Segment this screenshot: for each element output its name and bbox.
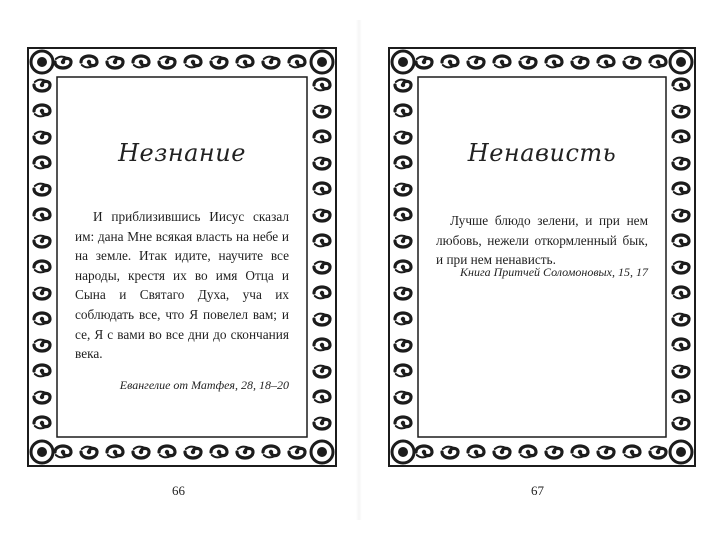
page-content bbox=[436, 87, 648, 427]
page-title: Ненависть bbox=[467, 139, 617, 167]
page-content bbox=[75, 87, 289, 427]
page-number: 67 bbox=[531, 483, 544, 498]
scripture-source: Евангелие от Матфея, 28, 18–20 bbox=[119, 378, 289, 392]
ornamental-frame-right bbox=[388, 47, 696, 467]
page-title: Незнание bbox=[118, 139, 246, 167]
scripture-text: Лучше блюдо зелени, и при нем любовь, нежели откормленный бык, и при нем ненависть. bbox=[436, 213, 648, 268]
right-page bbox=[359, 0, 718, 540]
scripture-text: И приблизившись Иисус сказал им: дана Мне всякая власть на небе и на земле. Итак идите, научите все народы, крестя их во имя Отца и Сына и Святаго Духа, уча их соблюдать все, что Я повелел вам; и се, Я с вами во все дни до скончания века. bbox=[75, 209, 289, 362]
page-number: 66 bbox=[172, 483, 185, 498]
scripture-source: Книга Притчей Соломоновых, 15, 17 bbox=[460, 265, 648, 279]
ornamental-frame-left bbox=[27, 47, 337, 467]
